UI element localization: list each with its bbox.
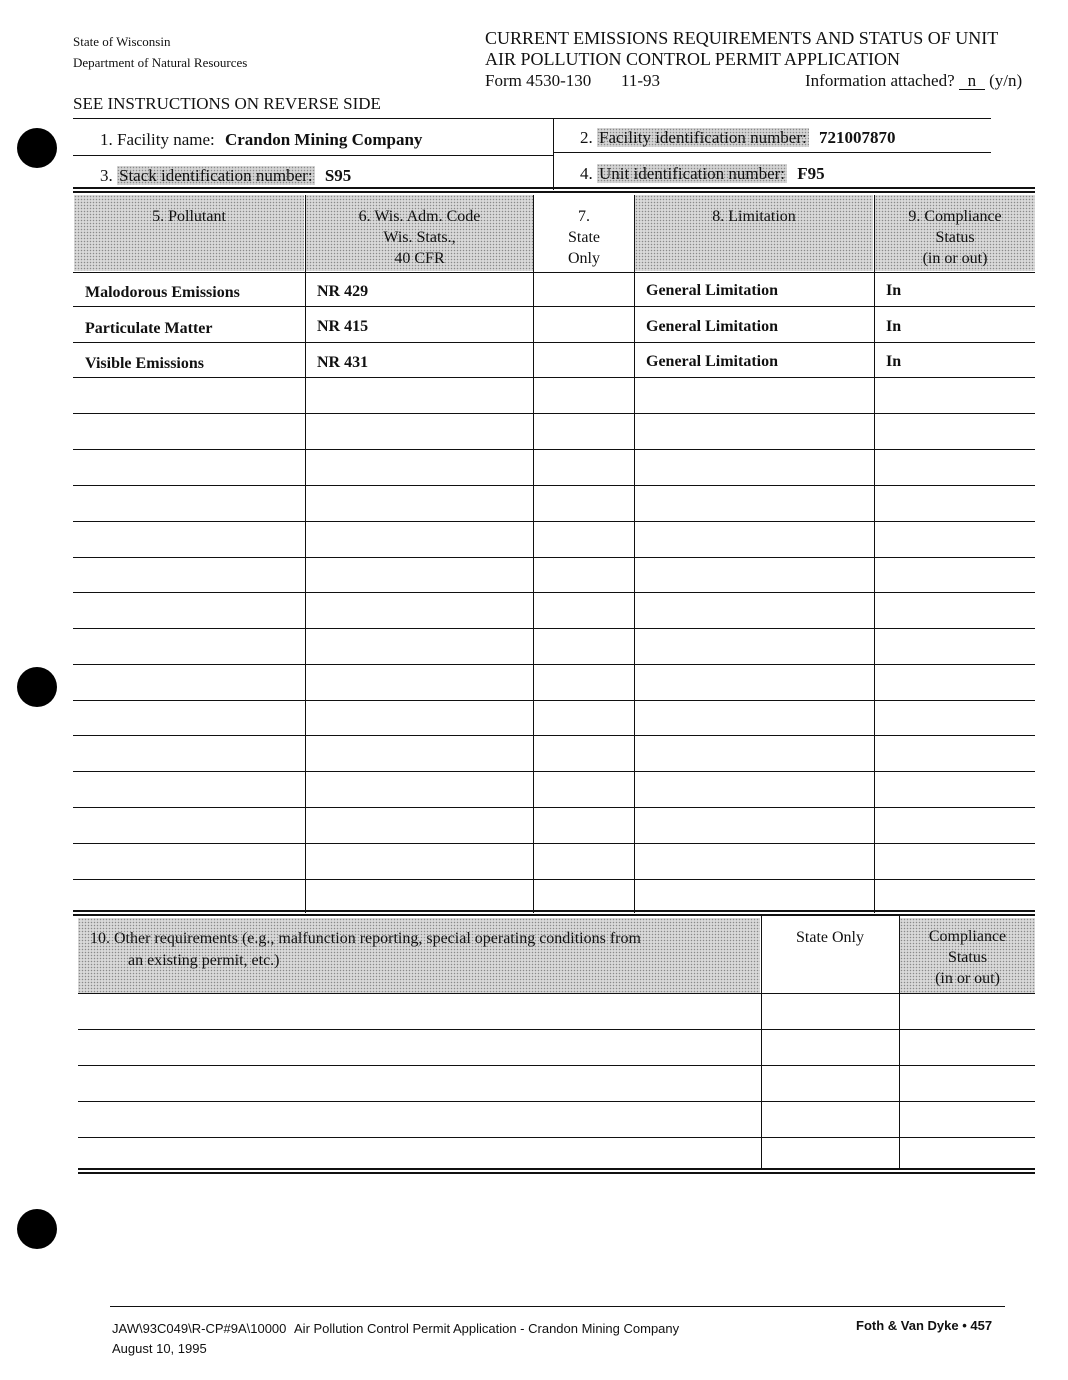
footer-firm: Foth & Van Dyke <box>856 1318 959 1333</box>
facility-name-value: Crandon Mining Company <box>224 130 423 149</box>
form-title-line2: AIR POLLUTION CONTROL PERMIT APPLICATION <box>485 49 901 69</box>
info-attached-label: Information attached? <box>805 71 955 90</box>
punch-hole-middle <box>17 667 57 707</box>
other-compliance-line3: (in or out) <box>935 970 1000 987</box>
fields-mid-rule-right <box>553 152 991 153</box>
facility-id-field <box>580 128 895 148</box>
footer-reference <box>112 1321 679 1336</box>
other-row-rule <box>78 1029 1035 1030</box>
header-state-line3: Only <box>568 250 600 267</box>
other-requirements-line1: 10. Other requirements (e.g., malfunction reporting, special operating conditions from <box>90 930 641 947</box>
form-date: 11-93 <box>621 71 661 90</box>
row-status: In <box>886 353 902 370</box>
unit-id-number: 4. <box>580 164 593 183</box>
table-row-rule <box>73 413 1035 414</box>
stack-id-number: 3. <box>100 166 113 185</box>
other-state-only-header: State Only <box>796 929 864 946</box>
punch-hole-top <box>17 128 57 168</box>
facility-id-value: 721007870 <box>818 128 896 147</box>
other-bottom-rule-1 <box>78 1168 1035 1170</box>
table-row-rule <box>73 485 1035 486</box>
other-bottom-rule-2 <box>78 1172 1035 1174</box>
other-requirements-label <box>90 928 755 972</box>
fields-top-rule <box>73 118 991 119</box>
other-row-rule <box>78 993 1035 994</box>
other-compliance-line2: Status <box>947 949 988 966</box>
table-row-rule <box>73 342 1035 343</box>
table-row-rule <box>73 700 1035 701</box>
row-pollutant: Malodorous Emissions <box>85 284 240 301</box>
row-limitation: General Limitation <box>646 353 778 370</box>
table-row-rule <box>73 628 1035 629</box>
footer-bullet: • <box>962 1318 967 1333</box>
info-attached-yn: (y/n) <box>989 71 1023 90</box>
table-row-rule <box>73 377 1035 378</box>
header-state-line1: 7. <box>578 208 590 225</box>
footer-rule <box>110 1306 1005 1307</box>
table-row-rule <box>73 306 1035 307</box>
punch-hole-bottom <box>17 1209 57 1249</box>
header-code-line1: 6. Wis. Adm. Code <box>358 208 481 225</box>
footer-description: Air Pollution Control Permit Application - Crandon Mining Company <box>294 1321 680 1336</box>
table-row-rule <box>73 449 1035 450</box>
row-limitation: General Limitation <box>646 318 778 335</box>
table-row-rule <box>73 879 1035 880</box>
table-row-rule <box>73 843 1035 844</box>
row-code: NR 429 <box>317 283 369 300</box>
table-top-rule-1 <box>73 187 1035 189</box>
row-code: NR 431 <box>317 354 369 371</box>
row-code: NR 415 <box>317 318 369 335</box>
table-row-rule <box>73 807 1035 808</box>
footer-path: JAW\93C049\R-CP#9A\10000 <box>112 1321 287 1336</box>
row-limitation: General Limitation <box>646 282 778 299</box>
form-title-line1: CURRENT EMISSIONS REQUIREMENTS AND STATUS OF UNIT <box>485 28 999 48</box>
header-pollutant: 5. Pollutant <box>152 208 226 225</box>
agency-name: State of Wisconsin <box>73 34 171 49</box>
stack-id-label: Stack identification number: <box>119 166 313 185</box>
header-state-only <box>534 206 634 269</box>
header-compliance-line3: (in or out) <box>922 250 988 267</box>
row-status: In <box>886 282 902 299</box>
unit-id-value: F95 <box>797 164 825 183</box>
unit-id-field <box>580 164 825 184</box>
header-code-line2: Wis. Stats., <box>383 229 456 246</box>
facility-id-label: Facility identification number: <box>599 128 807 147</box>
footer-page-number: 457 <box>970 1318 993 1333</box>
fields-divider <box>553 118 554 190</box>
facility-id-number: 2. <box>580 128 593 147</box>
footer-firm-page <box>856 1318 992 1333</box>
header-compliance <box>875 206 1035 269</box>
header-code-line3: 40 CFR <box>394 250 445 267</box>
table-col-line-2 <box>533 195 534 913</box>
table-row-rule <box>73 521 1035 522</box>
header-limitation: 8. Limitation <box>712 208 796 225</box>
unit-id-label: Unit identification number: <box>599 164 786 183</box>
department-name: Department of Natural Resources <box>73 55 248 70</box>
facility-name-label: 1. Facility name: <box>100 130 215 149</box>
other-row-rule <box>78 1065 1035 1066</box>
table-row-rule <box>73 272 1035 273</box>
stack-id-value: S95 <box>324 166 352 185</box>
table-bottom-rule-1 <box>73 910 1035 912</box>
table-bottom-rule-2 <box>73 914 1035 916</box>
other-compliance-header <box>900 926 1035 989</box>
other-row-rule <box>78 1137 1035 1138</box>
fields-mid-rule-left <box>73 155 553 156</box>
other-col-line-1 <box>761 916 762 1170</box>
info-attached-value: n <box>959 73 985 90</box>
table-row-rule <box>73 735 1035 736</box>
stack-id-field <box>100 166 351 186</box>
row-status: In <box>886 318 902 335</box>
table-row-rule <box>73 771 1035 772</box>
other-requirements-line2: an existing permit, etc.) <box>128 952 280 969</box>
table-col-line-3 <box>634 195 635 913</box>
table-col-line-4 <box>874 195 875 913</box>
table-col-line-1 <box>305 195 306 913</box>
header-state-line2: State <box>568 229 600 246</box>
row-pollutant: Visible Emissions <box>85 355 204 372</box>
header-code <box>306 206 533 269</box>
form-number: Form 4530-130 <box>485 71 592 90</box>
other-col-line-2 <box>899 916 900 1170</box>
table-top-rule-2 <box>73 191 1035 193</box>
other-compliance-line1: Compliance <box>928 928 1007 945</box>
table-row-rule <box>73 557 1035 558</box>
instructions-note: SEE INSTRUCTIONS ON REVERSE SIDE <box>73 94 381 113</box>
header-compliance-line1: 9. Compliance <box>908 208 1002 225</box>
header-compliance-line2: Status <box>935 229 975 246</box>
table-row-rule <box>73 592 1035 593</box>
info-attached <box>805 71 1022 91</box>
footer-date: August 10, 1995 <box>112 1341 207 1356</box>
facility-name-field <box>100 130 422 150</box>
row-pollutant: Particulate Matter <box>85 320 213 337</box>
other-row-rule <box>78 1101 1035 1102</box>
table-row-rule <box>73 664 1035 665</box>
